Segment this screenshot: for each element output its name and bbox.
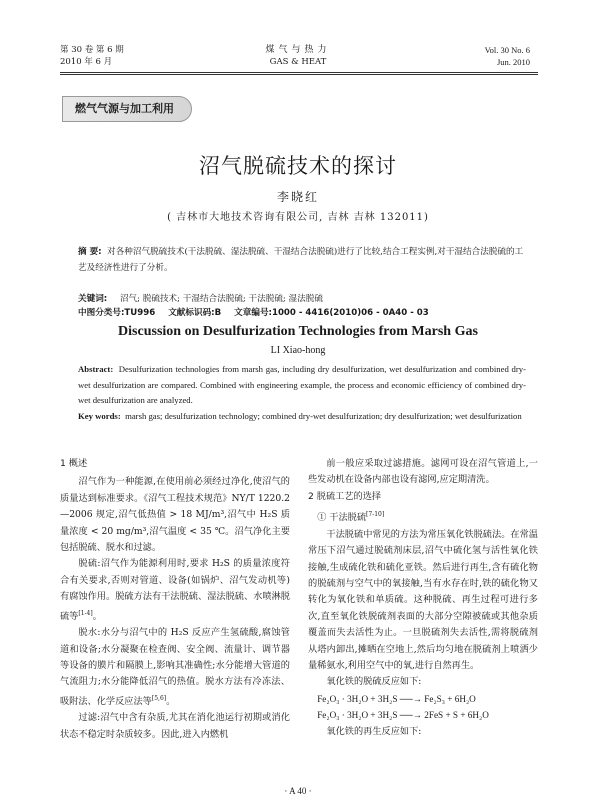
keywords-and-meta bbox=[78, 292, 538, 320]
citation: [5,6] bbox=[151, 694, 167, 702]
abstract-en bbox=[78, 362, 526, 424]
volume-issue: 第 30 卷 第 6 期 bbox=[60, 45, 124, 55]
body-column-right bbox=[308, 456, 538, 740]
keywords-en-text: marsh gas; desulfurization technology; combined dry-wet desulfurization; dry desulfurization; wet desulfurization bbox=[125, 410, 522, 421]
page-number: · A 40 · bbox=[284, 786, 312, 796]
paragraph: 脱水:水分与沼气中的 H₂S 反应产生氢硫酸,腐蚀管道和设备;水分凝聚在检查阀、安全阀、流量计、调节器等设备的膜片和隔膜上,影响其准确性;水分能增大管道的气流阻力;水分能降低沼气的热值。脱水方法有冷冻法、吸附法、化学反应法等[5,6]。 bbox=[60, 627, 290, 707]
article-id: 文章编号:1000 - 4416(2010)06 - 0A40 - 03 bbox=[234, 308, 429, 318]
paper-title-cn: 沼气脱硫技术的探讨 bbox=[199, 154, 397, 178]
paragraph: 干法脱硫中常见的方法为常压氧化铁脱硫法。在常温常压下沼气通过脱硫剂床层,沼气中硫化氢与活性氧化铁接触,生成硫化铁和硫化亚铁。然后进行再生,含有硫化物的脱硫剂与空气中的氧接触,当有水存在时,铁的硫化物又转化为氧化铁和单质硫。这种脱硫、再生过程可进行多次,直至氧化铁脱硫剂表面的大部分空隙被硫或其他杂质覆盖而失去活性为止。一旦脱硫剂失去活性,需将脱硫剂从塔内卸出,摊晒在空地上,然后均匀地在脱硫剂上喷洒少量稀氨水,利用空气中的氧,进行自然再生。 bbox=[308, 528, 538, 671]
abstract-cn-label: 摘 要: bbox=[78, 247, 102, 257]
journal-volume-info-en bbox=[485, 44, 530, 68]
journal-name-cn: 煤气与热力 bbox=[265, 45, 331, 55]
document-code: 文献标识码:B bbox=[168, 308, 222, 318]
volume-issue-en: Vol. 30 No. 6 bbox=[484, 45, 530, 55]
subsection-heading: ① 干法脱硫[7-10] bbox=[317, 511, 385, 524]
issue-date-en: Jun. 2010 bbox=[496, 57, 530, 67]
header-rule bbox=[60, 72, 538, 73]
abstract-en-label: Abstract: bbox=[78, 364, 114, 374]
keywords-cn-text: 沼气; 脱硫技术; 干湿结合法脱硫; 干法脱硫; 湿法脱硫 bbox=[119, 294, 323, 304]
paper-title-en: Discussion on Desulfurization Technologies from Marsh Gas bbox=[118, 324, 478, 339]
equation-2: Fe₂O₃ · 3H₂O + 3H₂S ──→ 2FeS + S + 6H₂O bbox=[317, 710, 489, 721]
paragraph: 过滤:沼气中含有杂质,尤其在消化池运行初期或消化状态不稳定时杂质较多。因此,进入内燃机 bbox=[60, 712, 290, 740]
keywords-en-label: Key words: bbox=[78, 410, 121, 421]
affiliation-cn: ( 吉林市大地技术咨询有限公司, 吉林 吉林 132011) bbox=[167, 212, 429, 223]
paragraph: 氧化铁的脱硫反应如下: bbox=[326, 676, 422, 688]
keywords-cn-label: 关键词: bbox=[78, 294, 108, 304]
abstract-en-text: Desulfurization technologies from marsh gas, including dry desulfurization, wet desulfurization and combined dry-wet desulfurization are compared. Combined with engineering example, the process and economic efficiency of combined dry-wet desulfurization are analyzed. bbox=[78, 364, 527, 406]
header-rule-thin bbox=[60, 74, 538, 75]
citation: [7-10] bbox=[366, 511, 385, 519]
issue-date: 2010 年 6 月 bbox=[60, 57, 113, 67]
equation-1: Fe₂O₃ · 3H₂O + 3H₂S ──→ Fe₂S₃ + 6H₂O bbox=[317, 693, 476, 704]
paragraph: 脱硫:沼气作为能源利用时,要求 H₂S 的质量浓度符合有关要求,否则对管道、设备(如锅炉、沼气发动机等)有腐蚀作用。脱硫方法有干法脱硫、湿法脱硫、水喷淋脱硫等[1-4]。 bbox=[60, 558, 290, 622]
section-heading-2: 2 脱硫工艺的选择 bbox=[308, 490, 382, 502]
abstract-cn-text: 对各种沼气脱硫技术(干法脱硫、湿法脱硫、干湿结合法脱硫)进行了比较,结合工程实例,对干湿结合法脱硫的工艺及经济性进行了分析。 bbox=[78, 247, 524, 273]
paragraph: 氧化铁的再生反应如下: bbox=[326, 725, 422, 737]
abstract-cn bbox=[78, 244, 526, 276]
paragraph: 沼气作为一种能源,在使用前必须经过净化,使沼气的质量达到标准要求。《沼气工程技术规范》NY/T 1220.2—2006 规定,沼气低热值 > 18 MJ/m³,沼气中 H₂S 质量浓度 < 20 mg/m³,沼气温度 < 35 ℃。沼气净化主要包括脱硫、脱水和过滤。 bbox=[60, 476, 290, 554]
author-cn: 李晓红 bbox=[276, 190, 319, 204]
citation: [1-4] bbox=[78, 609, 93, 617]
paragraph: 前一般应采取过滤措施。滤网可设在沼气管道上,一些发动机在设备内部也设有滤网,应定期清洗。 bbox=[308, 458, 538, 486]
clc-number: 中图分类号:TU996 bbox=[78, 308, 156, 318]
author-en: LI Xiao-hong bbox=[270, 345, 326, 356]
section-tab: 燃气气源与加工利用 bbox=[62, 96, 192, 122]
body-column-left bbox=[60, 456, 290, 743]
section-heading-1: 1 概述 bbox=[60, 458, 88, 469]
journal-name-en: GAS & HEAT bbox=[269, 57, 327, 67]
